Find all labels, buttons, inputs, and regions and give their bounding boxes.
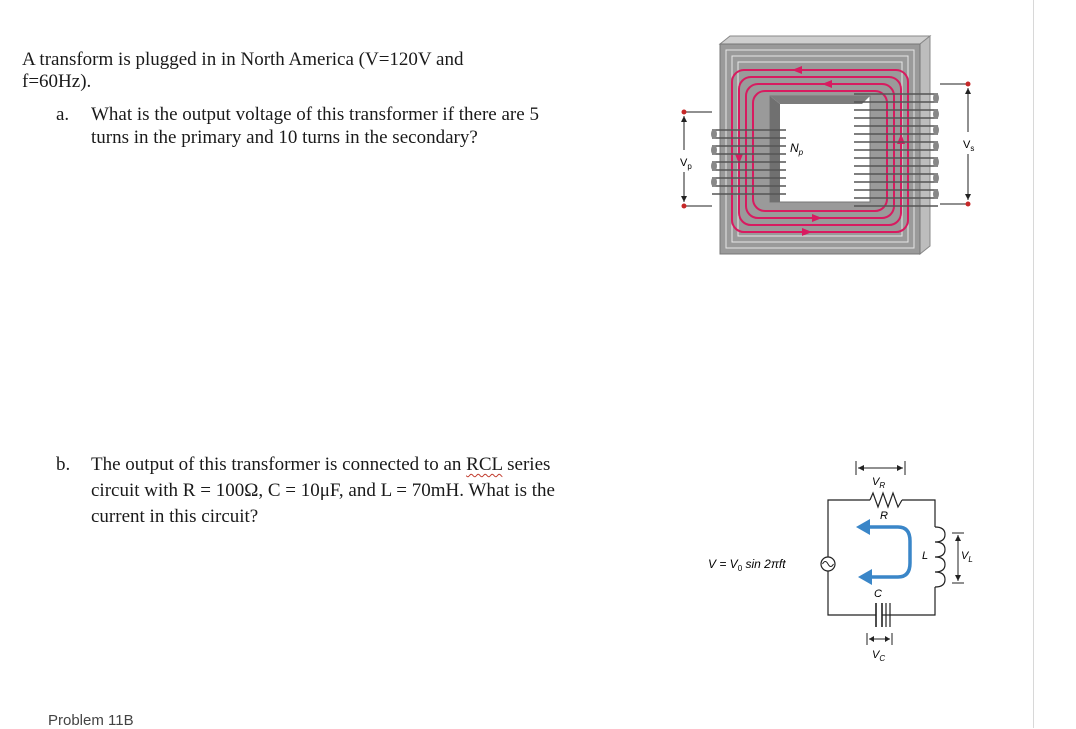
intro-line-1: A transform is plugged in in North America (V=120V and bbox=[22, 49, 464, 70]
inductor-label: L bbox=[922, 550, 929, 562]
window-shade-top bbox=[770, 96, 870, 104]
part-a-marker: a. bbox=[56, 104, 70, 125]
capacitor bbox=[876, 603, 882, 627]
source-equation: $V = V_0$ sin 2πft bbox=[708, 557, 786, 573]
primary-voltage-label: $V_p$ bbox=[680, 157, 692, 171]
turns-label: $N_p$ bbox=[790, 141, 804, 157]
part-b-line-1 bbox=[91, 454, 550, 476]
secondary-voltage-label: $V_s$ bbox=[963, 139, 975, 153]
resistor-label: R bbox=[880, 510, 888, 522]
part-b-line-2: circuit with R = 100Ω, C = 10μF, and L = 70mH. What is the bbox=[91, 480, 555, 501]
current-label: I bbox=[908, 550, 912, 562]
resistor bbox=[870, 493, 902, 507]
transformer-diagram bbox=[672, 34, 992, 264]
intro-line-2: f=60Hz). bbox=[22, 71, 92, 92]
capacitor-voltage-marker bbox=[867, 633, 892, 645]
page-edge-divider bbox=[1033, 0, 1034, 728]
capacitor-label: C bbox=[874, 588, 882, 600]
resistor-voltage-label: $V_R$ bbox=[872, 476, 886, 490]
capacitor-voltage-label: $V_C$ bbox=[872, 649, 886, 663]
part-b-line-3: current in this circuit? bbox=[91, 506, 259, 527]
core-top-edge bbox=[720, 36, 930, 44]
inductor bbox=[935, 527, 945, 587]
part-a-line-1: What is the output voltage of this transformer if there are 5 bbox=[91, 104, 539, 125]
core-side-edge bbox=[920, 36, 930, 254]
current-arrowheads bbox=[856, 519, 872, 585]
secondary-coil-ends bbox=[933, 93, 939, 199]
spellcheck-flagged-word: RCL bbox=[466, 454, 503, 475]
part-a-line-2: turns in the primary and 10 turns in the secondary? bbox=[91, 127, 478, 148]
resistor-voltage-marker bbox=[856, 461, 905, 475]
current-flow-arrows bbox=[868, 527, 910, 577]
transformer-core bbox=[720, 44, 920, 254]
part-b-marker: b. bbox=[56, 454, 71, 475]
problem-number-label: Problem 11B bbox=[48, 712, 134, 729]
inductor-voltage-label: $V_L$ bbox=[961, 550, 973, 564]
rlc-circuit-diagram bbox=[700, 455, 980, 670]
part-b-line-1-post: series bbox=[502, 454, 551, 475]
part-b-line-1-pre: The output of this transformer is connected to an bbox=[91, 454, 467, 475]
